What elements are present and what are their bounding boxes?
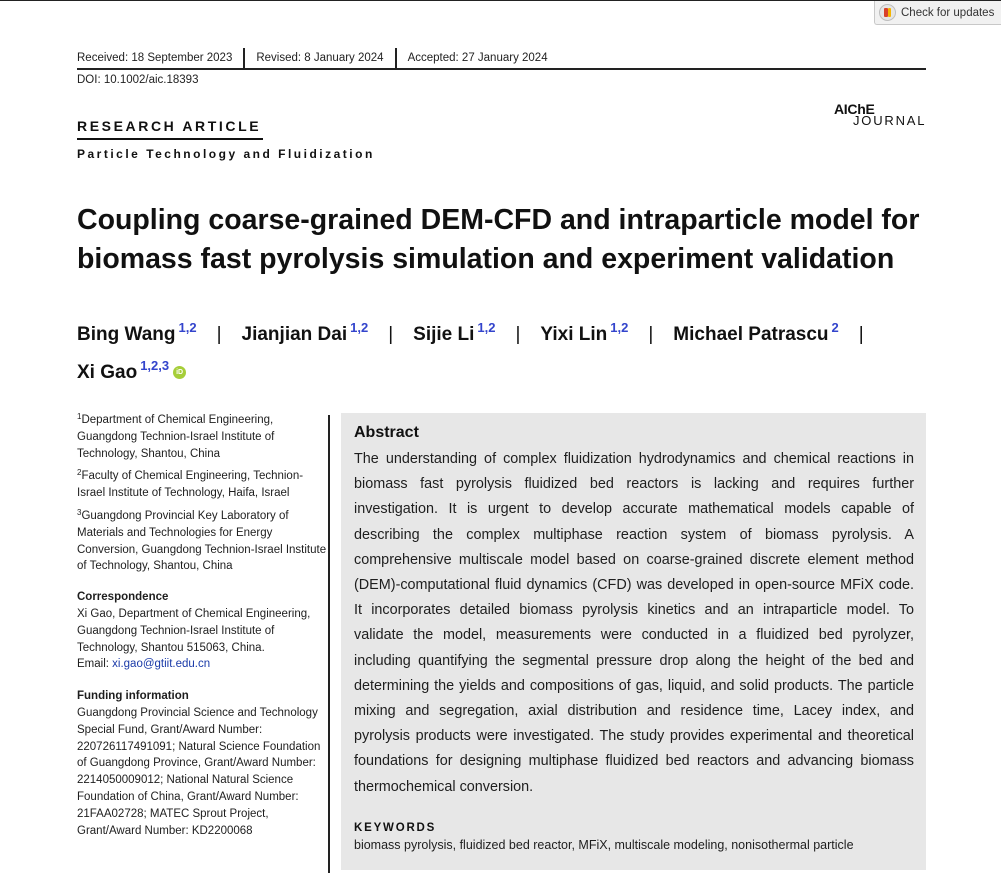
keywords-heading: KEYWORDS	[354, 821, 437, 834]
author[interactable]	[540, 320, 629, 345]
author-separator: |	[858, 324, 864, 345]
article-type-underline	[77, 138, 263, 140]
correspondence-heading: Correspondence	[77, 591, 169, 604]
abstract-text: The understanding of complex fluidization hydrodynamics and chemical reactions in biomass fast pyrolysis fluidized bed reactors is lacking and requires further investigation. It is urgent to develop accurate mathematical models capable of describing the complex multiphase reaction system of biomass pyrolysis. A comprehensive multiscale model based on coarse-grained discrete element method (DEM)-computational fluid dynamics (CFD) was developed in open-source MFiX code. It incorporates detailed biomass pyrolysis kinetics and an intraparticle model. To validate the model, measurements were conducted in a fluidized bed pyrolyzer, including quantifying the segmental pressure drop along the height of the bed and determining the yields and compositions of gas, liquid, and solid products. The particle mixing and segregation, axial distribution and residence time, Lacey index, and pyrolysis products were investigated. The study provides experimental and theoretical foundations for designing multiphase fluidized bed reactors and advancing biomass thermochemical conversion.	[354, 451, 914, 795]
author[interactable]	[413, 320, 496, 345]
author-separator: |	[388, 324, 394, 345]
orcid-icon[interactable]	[173, 366, 186, 379]
author-name: Jianjian Dai	[241, 324, 348, 345]
date-separator	[395, 48, 397, 68]
journal-logo-line2: JOURNAL	[853, 113, 927, 128]
affiliation-text: Faculty of Chemical Engineering, Technion-Israel Institute of Technology, Haifa, Israel	[77, 470, 304, 500]
author-separator: |	[648, 324, 654, 345]
author-affiliation-ref[interactable]: 2	[831, 320, 839, 335]
affiliation	[77, 505, 327, 575]
affiliation-text: Guangdong Provincial Key Laboratory of Materials and Technologies for Energy Conversion, Guangdong Technion-Israel Institute of Technology, Shantou, China	[77, 509, 327, 573]
affiliation	[77, 409, 327, 462]
header-rule	[77, 68, 926, 70]
correspondence-address: Xi Gao, Department of Chemical Engineering, Guangdong Technion-Israel Institute of Technology, Shantou 515063, China.	[77, 607, 311, 654]
revised-date: Revised: 8 January 2024	[256, 52, 384, 64]
subject-category: Particle Technology and Fluidization	[77, 147, 375, 161]
doi[interactable]: DOI: 10.1002/aic.18393	[77, 74, 199, 86]
author-name: Bing Wang	[77, 324, 176, 345]
author-name: Xi Gao	[77, 362, 138, 383]
affiliation-number: 2	[77, 468, 82, 478]
abstract-box	[341, 413, 926, 870]
abstract-heading: Abstract	[354, 424, 419, 441]
affiliation-number: 1	[77, 412, 82, 421]
crossmark-icon	[879, 4, 896, 21]
author-name: Michael Patrascu	[673, 324, 829, 345]
author-affiliation-ref[interactable]: 1,2	[610, 320, 629, 335]
author-affiliation-ref[interactable]: 1,2	[477, 320, 496, 335]
article-title: Coupling coarse-grained DEM-CFD and intraparticle model for biomass fast pyrolysis simulation and experiment validation	[77, 204, 920, 275]
article-dates	[77, 47, 926, 69]
check-for-updates-button[interactable]	[874, 1, 1001, 25]
author-affiliation-ref[interactable]: 1,2	[178, 320, 197, 335]
author-separator: |	[515, 324, 521, 345]
check-for-updates-label: Check for updates	[901, 6, 995, 19]
affiliation-text: Department of Chemical Engineering, Guangdong Technion-Israel Institute of Technology, Shantou, China	[77, 414, 275, 460]
funding-text: Guangdong Provincial Science and Technology Special Fund, Grant/Award Number: 220726117491091; Natural Science Foundation of Guangdong Province, Grant/Award Number: 2214050009012; National Natural Science Foundation of China, Grant/Award Number: 21FAA02728; MATEC Sprout Project, Grant/Award Number: KD2200068	[77, 706, 321, 837]
funding-heading: Funding information	[77, 690, 189, 703]
affiliation-number: 3	[77, 507, 82, 517]
column-divider	[328, 415, 330, 873]
journal-logo	[834, 101, 929, 131]
author[interactable]	[77, 358, 186, 383]
author[interactable]	[673, 320, 839, 345]
page-top-rule	[0, 0, 1001, 1]
author[interactable]	[241, 320, 369, 345]
email-link[interactable]: xi.gao@gtiit.edu.cn	[112, 658, 211, 671]
author-affiliation-ref[interactable]: 1,2	[350, 320, 369, 335]
author-name: Yixi Lin	[540, 324, 608, 345]
correspondence-text	[77, 606, 327, 673]
affiliation	[77, 465, 327, 502]
journal-logo-line1: AIChE	[834, 101, 875, 117]
date-separator	[243, 48, 245, 68]
article-type: RESEARCH ARTICLE	[77, 118, 262, 134]
author-list	[77, 312, 937, 388]
article-info-column	[77, 409, 327, 839]
accepted-date: Accepted: 27 January 2024	[407, 52, 548, 64]
author-name: Sijie Li	[413, 324, 475, 345]
keywords-text: biomass pyrolysis, fluidized bed reactor, MFiX, multiscale modeling, nonisothermal particle	[354, 837, 854, 852]
received-date: Received: 18 September 2023	[77, 52, 233, 64]
email-label: Email:	[77, 658, 109, 671]
author-affiliation-ref[interactable]: 1,2,3	[140, 358, 170, 373]
author-separator: |	[216, 324, 222, 345]
author[interactable]	[77, 320, 197, 345]
